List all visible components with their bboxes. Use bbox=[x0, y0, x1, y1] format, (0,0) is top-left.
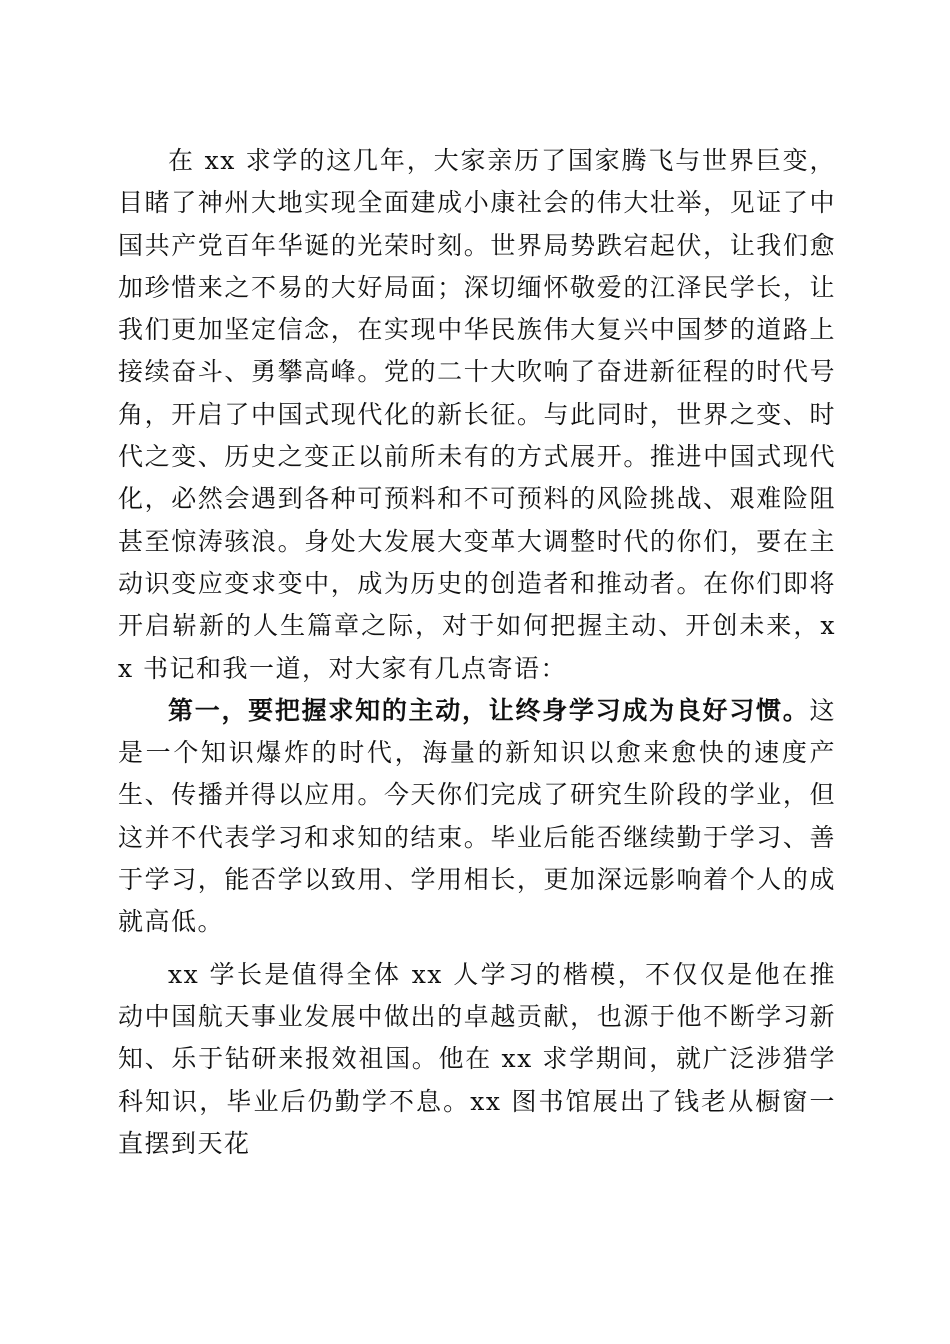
paragraph-first-point-body: 这是一个知识爆炸的时代，海量的新知识以愈来愈快的速度产生、传播并得以应用。今天你们完成了研究生阶段的学业，但这并不代表学习和求知的结束。毕业后能否继续勤于学习、善于学习，能否学以致用、学用相长，更加深远影响着个人的成就高低。 bbox=[118, 695, 836, 937]
document-body bbox=[118, 140, 836, 1165]
paragraph-first-point-heading: 第一，要把握求知的主动，让终身学习成为良好习惯。 bbox=[168, 695, 810, 725]
paragraph-role-model: xx 学长是值得全体 xx 人学习的楷模，不仅仅是他在推动中国航天事业发展中做出的卓越贡献，也源于他不断学习新知、乐于钻研来报效祖国。他在 xx 求学期间，就广泛涉猎学科知识，毕业后仍勤学不息。xx 图书馆展出了钱老从橱窗一直摆到天花 bbox=[118, 959, 836, 1158]
paragraph-intro: 在 xx 求学的这几年，大家亲历了国家腾飞与世界巨变，目睹了神州大地实现全面建成小康社会的伟大壮举，见证了中国共产党百年华诞的光荣时刻。世界局势跌宕起伏，让我们愈加珍惜来之不易的大好局面；深切缅怀敬爱的江泽民学长，让我们更加坚定信念，在实现中华民族伟大复兴中国梦的道路上接续奋斗、勇攀高峰。党的二十大吹响了奋进新征程的时代号角，开启了中国式现代化的新长征。与此同时，世界之变、时代之变、历史之变正以前所未有的方式展开。推进中国式现代化，必然会遇到各种可预料和不可预料的风险挑战、艰难险阻甚至惊涛骇浪。身处大发展大变革大调整时代的你们，要在主动识变应变求变中，成为历史的创造者和推动者。在你们即将开启崭新的人生篇章之际，对于如何把握主动、开创未来，xx 书记和我一道，对大家有几点寄语： bbox=[118, 146, 836, 683]
paragraph-first-point bbox=[118, 690, 836, 944]
